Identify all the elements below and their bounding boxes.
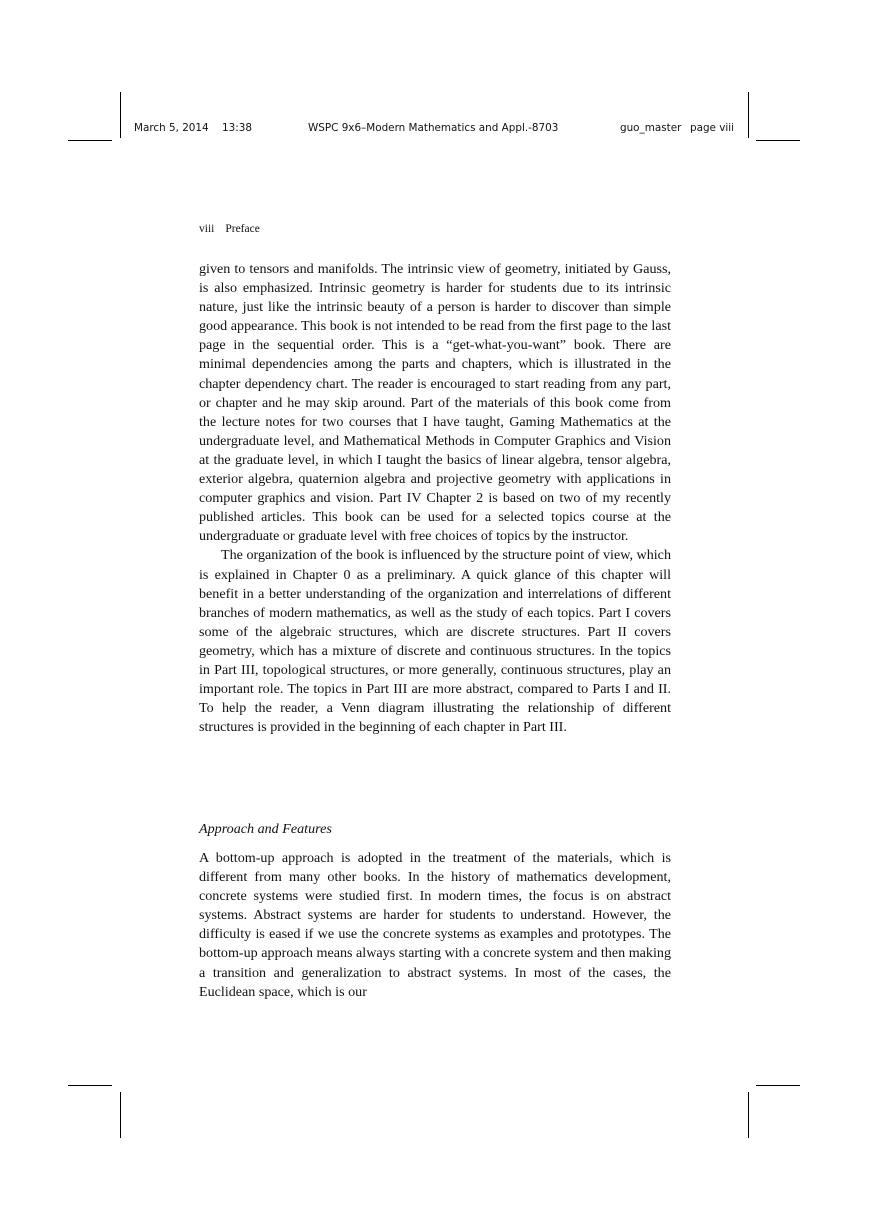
paragraph: A bottom-up approach is adopted in the treatment of the materials, which is different from many other books. In the history of mathematics development, concrete systems were studied first. In modern times, the focus is on abstract systems. Abstract systems are harder for students to understand. However, the difficulty is eased if we use the concrete systems as examples and prototypes. The bottom-up approach means always starting with a concrete system and then making a transition and generalization to abstract systems. In most of the cases, the Euclidean space, which is our bbox=[199, 850, 671, 1000]
crop-mark-bottom-left-vertical bbox=[120, 1092, 121, 1138]
main-text bbox=[199, 260, 671, 737]
folio bbox=[199, 222, 260, 236]
section-text bbox=[199, 849, 671, 1002]
running-head-series: WSPC 9x6–Modern Mathematics and Appl.-8703 bbox=[308, 122, 559, 134]
section-title: Preface bbox=[225, 223, 260, 235]
running-head-date: March 5, 2014 bbox=[134, 122, 209, 134]
crop-mark-top-right-vertical bbox=[748, 92, 749, 138]
crop-mark-bottom-left-horizontal bbox=[68, 1085, 112, 1086]
running-head-page: page viii bbox=[690, 122, 735, 134]
page-number: viii bbox=[199, 223, 215, 235]
crop-mark-bottom-right-horizontal bbox=[756, 1085, 800, 1086]
crop-mark-bottom-right-vertical bbox=[748, 1092, 749, 1138]
section-heading: Approach and Features bbox=[199, 821, 332, 837]
paragraph: The organization of the book is influenced by the structure point of view, which is explained in Chapter 0 as a preliminary. A quick glance of this chapter will benefit in a better understanding of the organization and interrelations of different branches of modern mathematics, as well as the study of each topics. Part I covers some of the algebraic structures, which are discrete structures. Part II covers geometry, which has a mixture of discrete and continuous structures. In the topics in Part III, topological structures, or more generally, continuous structures, play an important role. The topics in Part III are more abstract, compared to Parts I and II. To help the reader, a Venn diagram illustrating the relationship of different structures is provided in the beginning of each chapter in Part III. bbox=[199, 547, 671, 736]
running-head-file: guo_master bbox=[620, 122, 682, 134]
crop-mark-top-right-horizontal bbox=[756, 140, 800, 141]
crop-mark-top-left-horizontal bbox=[68, 140, 112, 141]
crop-mark-top-left-vertical bbox=[120, 92, 121, 138]
paragraph: given to tensors and manifolds. The intrinsic view of geometry, initiated by Gauss, is also emphasized. Intrinsic geometry is harder for students due to its intrinsic nature, just like the intrinsic beauty of a person is harder to discover than simple good appearance. This book is not intended to be read from the first page to the last page in the sequential order. This is a “get-what-you-want” book. There are minimal dependencies among the parts and chapters, which is illustrated in the chapter dependency chart. The reader is encouraged to start reading from any part, or chapter and he may skip around. Part of the materials of this book come from the lecture notes for two courses that I have taught, Gaming Mathematics at the undergraduate level, and Mathematical Methods in Computer Graphics and Vision at the graduate level, in which I taught the basics of linear algebra, tensor algebra, exterior algebra, quaternion algebra and projective geometry with applications in computer graphics and vision. Part IV Chapter 2 is based on two of my recently published articles. This book can be used for a selected topics course at the undergraduate or graduate level with free choices of topics by the instructor. bbox=[199, 261, 671, 545]
running-head-time: 13:38 bbox=[222, 122, 252, 134]
